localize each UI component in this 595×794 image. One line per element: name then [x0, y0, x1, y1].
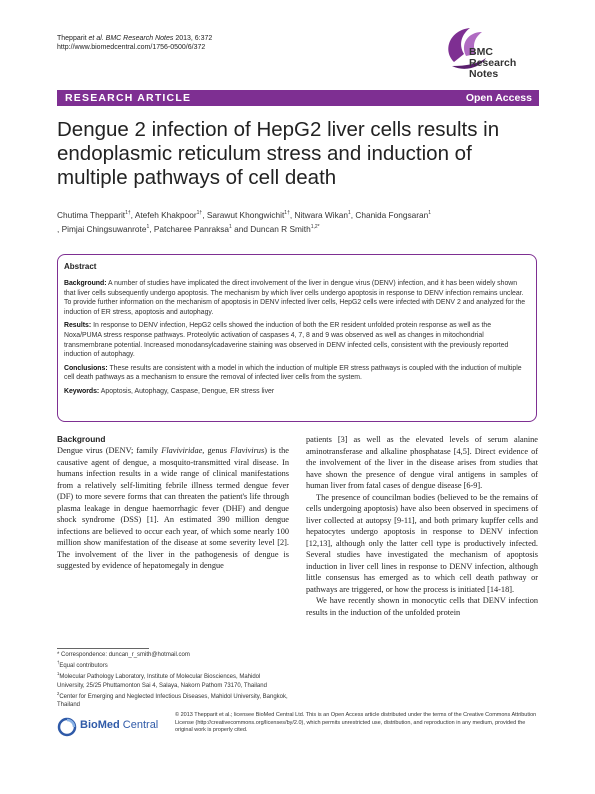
article-title: Dengue 2 infection of HepG2 liver cells results in endoplasmic reticulum stress and induction of multiple pathways of cell death	[57, 118, 500, 189]
wordmark-bio: BioMed	[80, 719, 120, 731]
author: , Sarawut Khongwichit	[202, 209, 285, 220]
author: Chutima Thepparit	[57, 209, 126, 220]
wordmark-central: Central	[119, 719, 159, 731]
abstract-box	[57, 254, 537, 422]
author: , Chanida Fongsaran	[350, 209, 429, 220]
author-list	[57, 207, 539, 235]
body-left-column	[57, 434, 289, 572]
body-text: , genus	[202, 446, 231, 455]
biomed-central-wordmark	[80, 719, 158, 731]
abstract-keywords-label: Keywords:	[64, 387, 100, 395]
footnotes	[57, 651, 289, 709]
footnote-text: Molecular Pathology Laboratory, Institute of Molecular Biosciences, Mahidol University, 25/25 Phuttamonton Sai 4, Salaya, Nakorn Pathom 73170, Thailand	[57, 674, 267, 689]
footnote-text: Equal contributors	[59, 663, 108, 670]
body-paragraph: We have recently shown in monocytic cells that DENV infection results in the induction of the unfolded protein	[306, 596, 538, 617]
affiliation-1	[57, 670, 289, 689]
affiliation-2	[57, 690, 289, 709]
article-type-banner	[57, 90, 539, 106]
citation-year-vol: 2013, 6:372	[175, 35, 213, 42]
abstract-results-label: Results:	[64, 322, 92, 330]
author-affil: 1†	[125, 210, 131, 216]
abstract-keywords	[64, 387, 530, 397]
footnote-divider	[57, 648, 149, 649]
abstract-conclusions-label: Conclusions:	[64, 364, 108, 372]
body-paragraph: The presence of councilman bodies (believed to be the remains of cells undergoing apoptosis) have also been observed in specimens of liver collected at autopsy [9-11], and both primary kupffer cells and hepatocytes undergo apoptosis in response to DENV infection [12,13], although only the latter cell type is productively infected. Several studies have investigated the mechanism of apoptosis induction in liver cell lines in response to DENV infection, although little consensus has emerged as to which cell death pathway or pathways are triggered, or how the process is initiated [14-18].	[306, 492, 538, 594]
journal-logo-text	[469, 47, 540, 80]
citation-line	[57, 34, 212, 43]
abstract-keywords-text: Apoptosis, Autophagy, Caspase, Dengue, ER stress liver	[99, 387, 275, 395]
abstract-background	[64, 279, 530, 318]
journal-logo	[440, 20, 540, 80]
citation-journal: BMC Research Notes	[105, 35, 174, 42]
citation-url[interactable]: http://www.biomedcentral.com/1756-0500/6/372	[57, 44, 206, 51]
author-affil: 1†	[284, 210, 290, 216]
body-paragraph	[57, 445, 289, 572]
author: , Pimjai Chingsuwanrote	[57, 223, 147, 234]
body-paragraph: patients [3] as well as the elevated levels of serum alanine aminotransferase and alkaline phosphatase [4,5]. Direct evidence of the involvement of the liver in the disease arises from studies that have shown the presence of dengue viral antigens in samples of human liver from fatal cases of dengue disease [6-9].	[306, 435, 538, 490]
abstract-heading: Abstract	[64, 262, 97, 271]
citation-etal: et al.	[88, 35, 104, 42]
footnote-mark: †	[57, 660, 60, 666]
author: , Nitwara Wikan	[289, 209, 348, 220]
logo-line2: Research Notes	[469, 57, 517, 80]
citation-header	[57, 34, 212, 52]
body-text: Dengue virus (DENV; family	[57, 446, 162, 455]
footnote-text: Center for Emerging and Neglected Infectious Diseases, Mahidol University, Bangkok, Thailand	[57, 693, 288, 709]
abstract-results-text: In response to DENV infection, HepG2 cells showed the induction of both the ER resident unfolded protein response as well as the Noxa/PUMA stress response pathways. Proteolytic activation of caspases 4, 7, 8 and 9 was observed as well as changes in mitochondrial transmembrane potential. Increased monodansylcadaverine staining was observed in DENV infected cells, consistent with the previously reported induction of autophagy.	[64, 322, 509, 359]
footnote-mark: 2	[57, 690, 60, 696]
abstract-conclusions	[64, 364, 530, 383]
body-right-column	[306, 434, 538, 618]
author: , Atefeh Khakpoor	[130, 209, 197, 220]
author-affil: 1	[229, 223, 232, 230]
correspondence[interactable]: * Correspondence: duncan_r_smith@hotmail.com	[57, 652, 190, 658]
abstract-conclusions-text: These results are consistent with a model in which the induction of multiple ER stress pathways is coupled with the induction of multiple cell death pathways as a mechanism to ensure the removal of infected liver cells from the system.	[64, 364, 522, 382]
author-affil: 1,2*	[310, 223, 320, 230]
author-affil: 1†	[196, 210, 203, 216]
article-type-label: RESEARCH ARTICLE	[65, 92, 192, 104]
body-text-italic: Flavivirus	[230, 446, 265, 455]
biomed-central-swirl-icon	[57, 717, 77, 737]
biomed-central-logo	[57, 717, 169, 737]
author-affil: 1	[347, 210, 351, 216]
author-affil: 1	[428, 210, 432, 216]
author: and Duncan R Smith	[231, 223, 311, 234]
body-text: ) is the causative agent of dengue, a mosquito-transmitted viral disease. In humans infection results in a wide range of clinical manifestations from a relatively self-limiting febrile illness termed dengue fever (DF) to more severe forms that can threaten the patient's life through plasma leakage in dengue haemorrhagic fever (DHF) and dengue shock syndrome (DSS) [1]. An estimated 390 million dengue infections are believed to occur each year, of which some nearly 100 million show manifestation of the disease at some severity level [2]. The involvement of the liver in the pathogenesis of dengue is suggested by evidence of hepatomegaly in dengue	[57, 446, 289, 570]
section-heading-background: Background	[57, 434, 106, 444]
equal-contributors	[57, 659, 289, 670]
abstract-background-text: A number of studies have implicated the direct involvement of the liver in dengue virus (DENV) infection, and it has been widely shown that liver cells subsequently undergo apoptosis. The mechanism by which liver cells undergo apoptosis in response to DENV infection remains unclear. To provide further information on the mechanism of apoptosis in DENV infected liver cells, HepG2 cells were infected with DENV 2 and analyzed for the induction of ER stress, apoptosis and autophagy.	[64, 280, 526, 317]
license-text: © 2013 Thepparit et al.; licensee BioMed Central Ltd. This is an Open Access article distributed under the terms of the Creative Commons Attribution License (http://creativecommons.org/licenses/by/2.0), which permits unrestricted use, distribution, and reproduction in any medium, provided the original work is properly cited.	[175, 712, 537, 734]
author: , Patcharee Panraksa	[149, 223, 230, 234]
abstract-background-label: Background:	[64, 280, 107, 287]
body-text-italic: Flaviviridae	[161, 446, 203, 455]
open-access-label: Open Access	[465, 92, 532, 104]
logo-line1: BMC	[469, 46, 493, 58]
footnote-mark: 1	[57, 671, 60, 677]
abstract-results	[64, 321, 530, 360]
abstract-body	[64, 279, 530, 400]
author-affil: 1	[146, 223, 150, 230]
citation-authors: Thepparit	[57, 35, 87, 42]
